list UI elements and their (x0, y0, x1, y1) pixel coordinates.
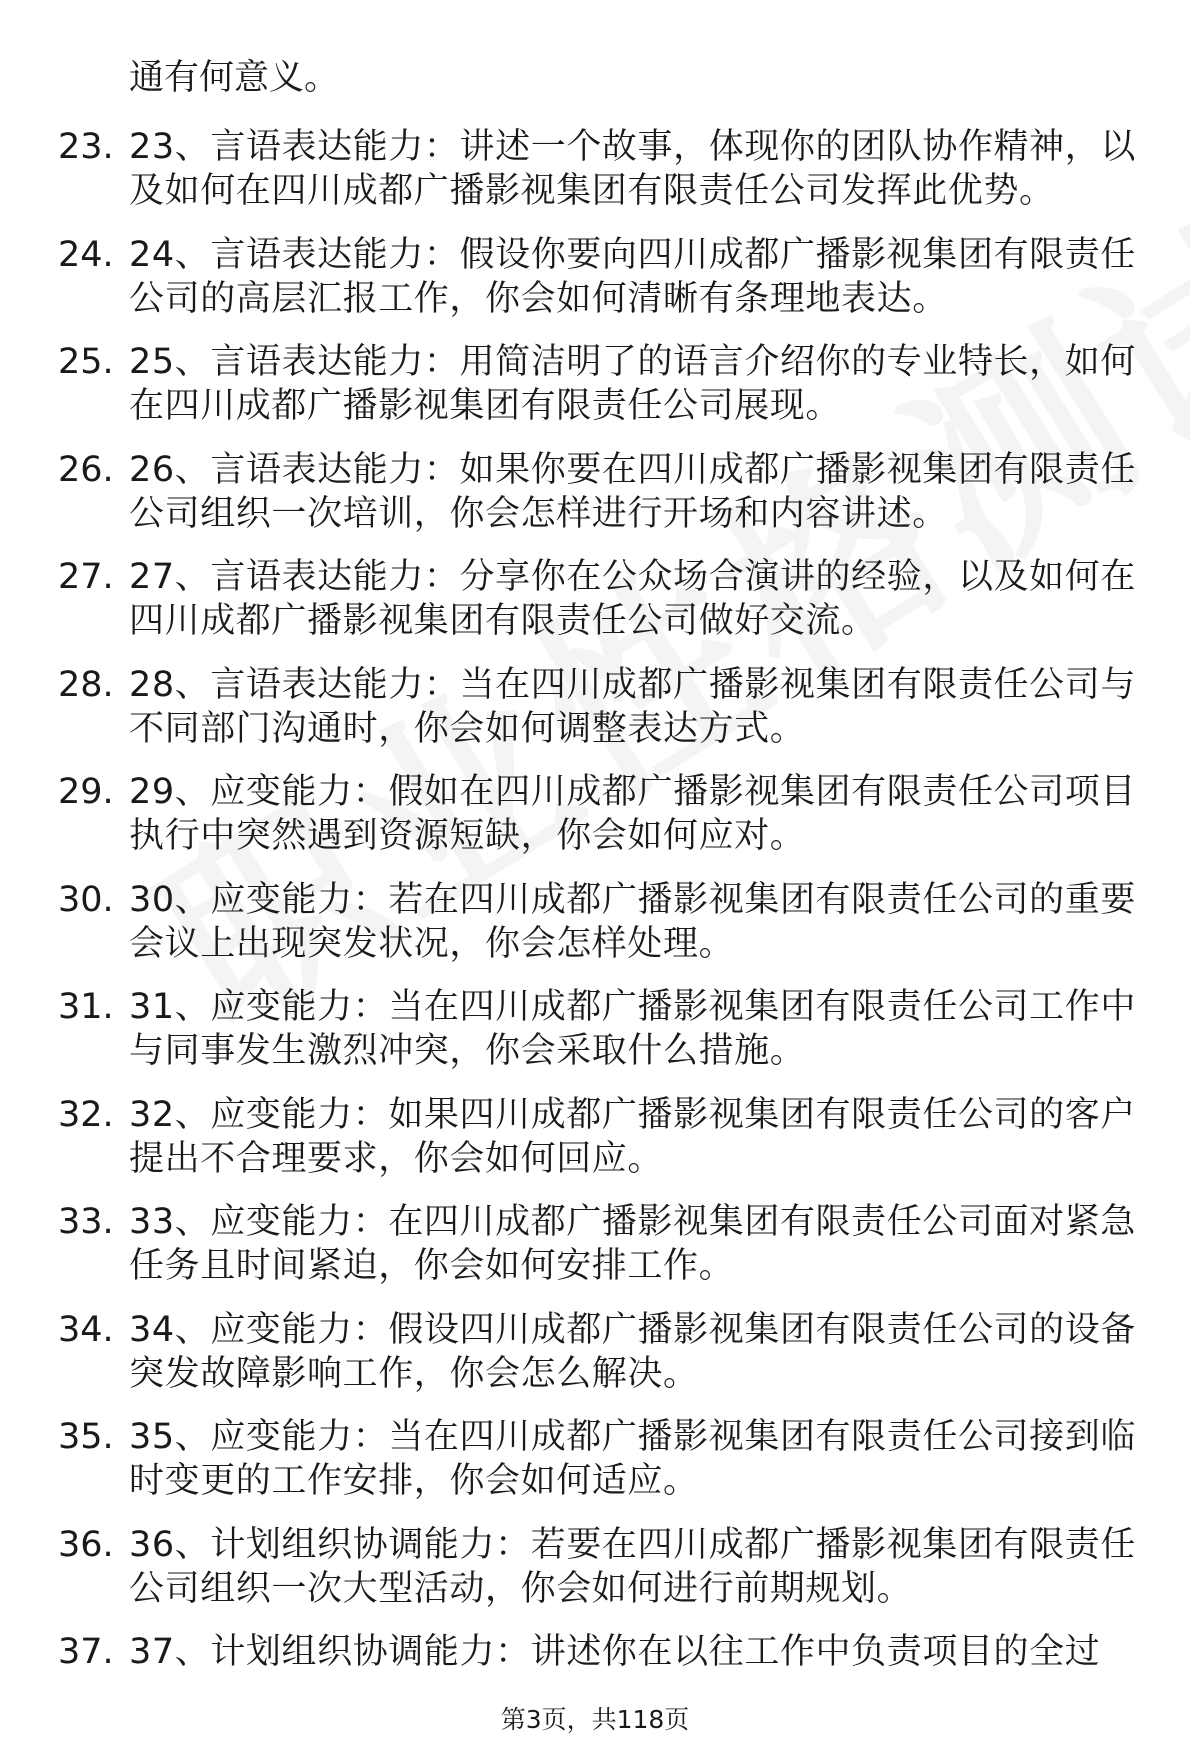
question-text-line: 28、言语表达能力：当在四川成都广播影视集团有限责任公司与 (129, 664, 1136, 705)
question-text-line: 提出不合理要求，你会如何回应。 (129, 1138, 664, 1179)
question-number: 27. (58, 557, 114, 597)
question-text-line: 时变更的工作安排，你会如何适应。 (129, 1461, 699, 1501)
question-number: 25. (58, 342, 114, 382)
question-item (0, 1415, 1190, 1523)
question-text-line: 27、言语表达能力：分享你在公众场合演讲的经验，以及如何在 (129, 557, 1136, 597)
question-item (0, 555, 1190, 663)
continuation-text: 通有何意义。 (129, 58, 340, 98)
question-text-line: 25、言语表达能力：用简洁明了的语言介绍你的专业特长，如何 (129, 342, 1136, 382)
question-text-line: 突发故障影响工作，你会怎么解决。 (129, 1353, 699, 1394)
question-text-line: 35、应变能力：当在四川成都广播影视集团有限责任公司接到临 (129, 1417, 1136, 1457)
question-number: 37. (58, 1632, 114, 1672)
question-number: 28. (58, 664, 114, 705)
question-text-line: 公司组织一次培训，你会怎样进行开场和内容讲述。 (129, 493, 948, 534)
question-text-line: 公司的高层汇报工作，你会如何清晰有条理地表达。 (129, 278, 948, 319)
question-text-line: 不同部门沟通时，你会如何调整表达方式。 (129, 708, 806, 749)
question-item (0, 125, 1190, 233)
question-item (0, 233, 1190, 341)
question-text (129, 770, 1159, 858)
question-number: 35. (58, 1417, 114, 1457)
question-text-line: 24、言语表达能力：假设你要向四川成都广播影视集团有限责任 (129, 234, 1136, 275)
question-text-line: 32、应变能力：如果四川成都广播影视集团有限责任公司的客户 (129, 1094, 1136, 1135)
question-text (129, 1093, 1159, 1181)
question-text (129, 663, 1159, 751)
question-text-line: 23、言语表达能力：讲述一个故事，体现你的团队协作精神，以 (129, 127, 1136, 167)
question-item (0, 448, 1190, 556)
question-number: 23. (58, 127, 114, 167)
question-text-line: 34、应变能力：假设四川成都广播影视集团有限责任公司的设备 (129, 1309, 1136, 1350)
question-number: 32. (58, 1094, 114, 1135)
question-item (0, 1093, 1190, 1201)
question-text (129, 340, 1159, 428)
question-text-line: 任务且时间紧迫，你会如何安排工作。 (129, 1246, 735, 1286)
question-text (129, 448, 1159, 536)
question-text (129, 555, 1159, 643)
question-text-line: 与同事发生激烈冲突，你会采取什么措施。 (129, 1031, 806, 1071)
question-item (0, 1308, 1190, 1416)
question-text-line: 四川成都广播影视集团有限责任公司做好交流。 (129, 601, 877, 641)
question-text-line: 会议上出现突发状况，你会怎样处理。 (129, 923, 735, 964)
question-number: 30. (58, 879, 114, 920)
question-number: 33. (58, 1202, 114, 1242)
question-text-line: 36、计划组织协调能力：若要在四川成都广播影视集团有限责任 (129, 1524, 1136, 1565)
question-item (0, 985, 1190, 1093)
question-text-line: 30、应变能力：若在四川成都广播影视集团有限责任公司的重要 (129, 879, 1136, 920)
question-item (0, 340, 1190, 448)
question-text (129, 878, 1159, 966)
question-item (0, 770, 1190, 878)
question-number: 24. (58, 234, 114, 275)
question-text (129, 985, 1159, 1073)
question-text-line: 公司组织一次大型活动，你会如何进行前期规划。 (129, 1568, 913, 1609)
question-number: 34. (58, 1309, 114, 1350)
question-text (129, 1523, 1159, 1611)
page-footer: 第3页，共118页 (500, 1705, 690, 1734)
question-text-line: 及如何在四川成都广播影视集团有限责任公司发挥此优势。 (129, 171, 1055, 211)
question-text-line: 33、应变能力：在四川成都广播影视集团有限责任公司面对紧急 (129, 1202, 1136, 1242)
question-text (129, 125, 1159, 213)
question-text (129, 1200, 1159, 1288)
question-list (0, 125, 1190, 1738)
question-number: 26. (58, 449, 114, 490)
question-text (129, 233, 1159, 321)
question-item (0, 1523, 1190, 1631)
question-text-line: 在四川成都广播影视集团有限责任公司展现。 (129, 386, 842, 426)
question-number: 31. (58, 987, 114, 1027)
question-text-line: 31、应变能力：当在四川成都广播影视集团有限责任公司工作中 (129, 987, 1136, 1027)
question-text-line: 执行中突然遇到资源短缺，你会如何应对。 (129, 816, 806, 856)
question-item (0, 663, 1190, 771)
question-text (129, 1308, 1159, 1396)
question-text (129, 1630, 1159, 1674)
question-text-line: 29、应变能力：假如在四川成都广播影视集团有限责任公司项目 (129, 772, 1136, 812)
question-item (0, 878, 1190, 986)
question-number: 36. (58, 1524, 114, 1565)
question-text-line: 37、计划组织协调能力：讲述你在以往工作中负责项目的全过 (129, 1632, 1101, 1672)
question-item (0, 1200, 1190, 1308)
question-text-line: 26、言语表达能力：如果你要在四川成都广播影视集团有限责任 (129, 449, 1136, 490)
question-text (129, 1415, 1159, 1503)
question-number: 29. (58, 772, 114, 812)
